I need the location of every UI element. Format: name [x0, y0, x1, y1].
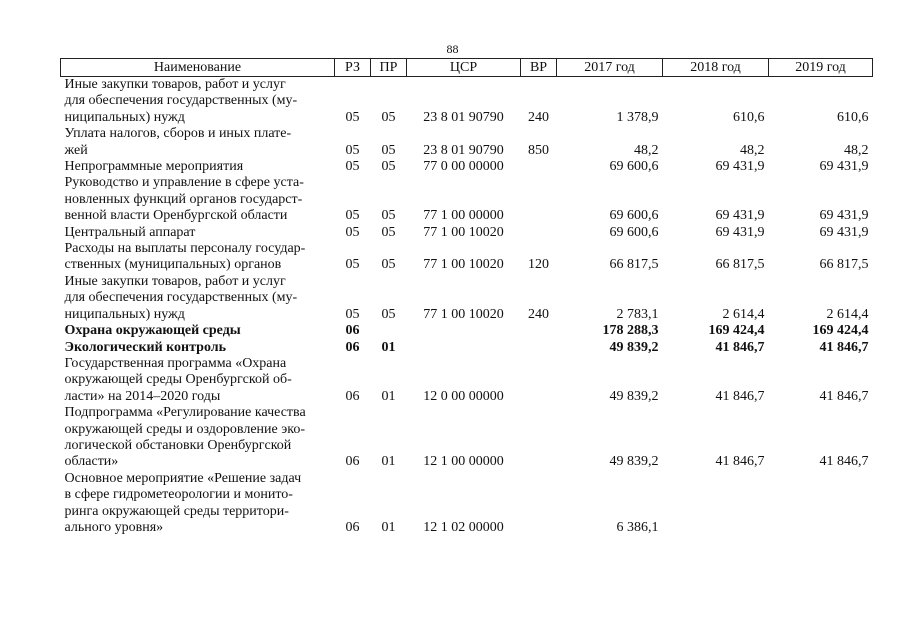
cell-2019: 41 846,7 [819, 339, 869, 355]
cell-rz: 05 [345, 224, 360, 240]
cell-pr: 05 [381, 257, 396, 273]
cell-name [61, 225, 335, 241]
header-name: Наименование [61, 59, 335, 77]
table-row [61, 356, 873, 405]
cell-2019: 69 431,9 [819, 224, 869, 240]
cell-2018: 69 431,9 [715, 224, 765, 240]
table-row [61, 175, 873, 224]
cell-vr [521, 175, 557, 224]
cell-2017: 49 839,2 [609, 454, 659, 470]
name-line: жей [64, 142, 88, 158]
table-row [61, 323, 873, 339]
cell-name [61, 405, 335, 471]
cell-csr: 77 1 00 00000 [423, 208, 504, 224]
cell-2018: 69 431,9 [715, 208, 765, 224]
table-row [61, 241, 873, 274]
cell-2017: 48,2 [634, 142, 659, 158]
header-pr: ПР [371, 59, 407, 77]
cell-2018: 69 431,9 [715, 159, 765, 175]
name-line: Непрограммные мероприятия [64, 159, 244, 175]
table-row [61, 225, 873, 241]
name-line: логической обстановки Оренбургской [64, 437, 292, 453]
name-line: новленных функций органов государст- [64, 191, 303, 207]
name-line: ственных (муниципальных) органов [64, 257, 282, 273]
name-line: Центральный аппарат [64, 224, 196, 240]
name-line: для обеспечения государственных (му- [64, 93, 298, 109]
cell-name [61, 77, 335, 127]
cell-vr [521, 225, 557, 241]
cell-rz: 06 [345, 323, 360, 339]
name-line: для обеспечения государственных (му- [64, 290, 298, 306]
cell-name [61, 159, 335, 175]
cell-csr: 77 1 00 10020 [423, 257, 504, 273]
cell-2017: 69 600,6 [609, 208, 659, 224]
cell-2018: 169 424,4 [708, 323, 765, 339]
cell-name [61, 323, 335, 339]
cell-csr: 77 1 00 10020 [423, 224, 504, 240]
table-row [61, 405, 873, 471]
cell-vr [521, 323, 557, 339]
cell-name [61, 241, 335, 274]
cell-csr [407, 323, 521, 339]
cell-rz: 05 [345, 109, 360, 125]
cell-vr [521, 356, 557, 405]
cell-2017: 178 288,3 [602, 323, 659, 339]
table-body [61, 77, 873, 537]
cell-2018: 41 846,7 [715, 388, 765, 404]
header-2018: 2018 год [663, 59, 769, 77]
cell-2017: 1 378,9 [616, 109, 659, 125]
cell-2018: 48,2 [740, 142, 765, 158]
cell-2017: 66 817,5 [609, 257, 659, 273]
cell-pr: 05 [381, 208, 396, 224]
table-row [61, 126, 873, 159]
budget-table [60, 58, 873, 536]
cell-rz: 05 [345, 306, 360, 322]
table-row [61, 471, 873, 537]
cell-2017: 49 839,2 [609, 339, 659, 355]
cell-vr [521, 405, 557, 471]
cell-rz: 06 [345, 454, 360, 470]
cell-vr [521, 471, 557, 537]
cell-pr: 05 [381, 306, 396, 322]
cell-csr: 23 8 01 90790 [423, 109, 504, 125]
table-row [61, 159, 873, 175]
name-line: ального уровня» [64, 519, 164, 535]
cell-rz: 05 [345, 208, 360, 224]
name-line: окружающей среды Оренбургской об- [64, 372, 292, 388]
cell-csr: 12 1 02 00000 [423, 519, 504, 535]
cell-pr: 01 [381, 388, 396, 404]
cell-pr: 01 [381, 454, 396, 470]
cell-2019: 169 424,4 [812, 323, 869, 339]
table-row [61, 77, 873, 127]
table-row [61, 274, 873, 323]
cell-rz: 05 [345, 159, 360, 175]
name-line: Подпрограмма «Регулирование качества [64, 405, 306, 421]
name-line: Основное мероприятие «Решение задач [64, 470, 302, 486]
cell-rz: 05 [345, 257, 360, 273]
cell-2019: 69 431,9 [819, 208, 869, 224]
page-number: 88 [446, 42, 459, 56]
cell-pr: 05 [381, 159, 396, 175]
cell-pr [371, 323, 407, 339]
cell-2017: 69 600,6 [609, 159, 659, 175]
name-line: ниципальных) нужд [64, 306, 185, 322]
name-line: ринга окружающей среды территори- [64, 503, 289, 519]
cell-vr [521, 340, 557, 356]
name-line: Государственная программа «Охрана [64, 355, 287, 371]
cell-name [61, 126, 335, 159]
cell-csr: 12 0 00 00000 [423, 388, 504, 404]
cell-rz: 06 [345, 388, 360, 404]
name-line: Охрана окружающей среды [64, 323, 241, 339]
cell-2019: 2 614,4 [826, 306, 869, 322]
cell-2018: 66 817,5 [715, 257, 765, 273]
cell-2019: 41 846,7 [819, 388, 869, 404]
cell-2019: 610,6 [837, 109, 869, 125]
name-line: в сфере гидрометеорологии и монито- [64, 487, 293, 503]
cell-2018: 2 614,4 [722, 306, 765, 322]
cell-pr: 01 [381, 339, 396, 355]
cell-pr: 01 [381, 519, 396, 535]
cell-2018: 41 846,7 [715, 339, 765, 355]
cell-2017: 69 600,6 [609, 224, 659, 240]
cell-name [61, 471, 335, 537]
cell-vr: 850 [528, 142, 549, 158]
name-line: Иные закупки товаров, работ и услуг [64, 77, 286, 92]
cell-name [61, 175, 335, 224]
cell-2019: 69 431,9 [819, 159, 869, 175]
name-line: Руководство и управление в сфере уста- [64, 175, 304, 191]
name-line: Уплата налогов, сборов и иных плате- [64, 126, 292, 142]
header-2019: 2019 год [769, 59, 873, 77]
name-line: области» [64, 454, 119, 470]
cell-pr: 05 [381, 109, 396, 125]
cell-csr: 12 1 00 00000 [423, 454, 504, 470]
cell-csr: 23 8 01 90790 [423, 142, 504, 158]
cell-vr [521, 159, 557, 175]
cell-2017: 49 839,2 [609, 388, 659, 404]
name-line: венной власти Оренбургской области [64, 208, 288, 224]
header-rz: РЗ [335, 59, 371, 77]
name-line: Иные закупки товаров, работ и услуг [64, 273, 286, 289]
cell-2017: 6 386,1 [616, 519, 659, 535]
cell-csr: 77 0 00 00000 [423, 159, 504, 175]
name-line: Расходы на выплаты персоналу государ- [64, 241, 306, 257]
cell-rz: 06 [345, 339, 360, 355]
name-line: Экологический контроль [64, 339, 227, 355]
cell-name [61, 340, 335, 356]
name-line: окружающей среды и оздоровление эко- [64, 421, 306, 437]
header-csr: ЦСР [407, 59, 521, 77]
name-line: ласти» на 2014–2020 годы [64, 388, 221, 404]
name-line: ниципальных) нужд [64, 109, 185, 125]
cell-pr: 05 [381, 224, 396, 240]
header-2017: 2017 год [557, 59, 663, 77]
cell-vr: 240 [528, 109, 549, 125]
cell-rz: 06 [345, 519, 360, 535]
cell-csr: 77 1 00 10020 [423, 306, 504, 322]
cell-2019: 41 846,7 [819, 454, 869, 470]
cell-pr: 05 [381, 142, 396, 158]
table-header-row [61, 59, 873, 77]
cell-2018: 610,6 [733, 109, 765, 125]
cell-2019: 66 817,5 [819, 257, 869, 273]
cell-name [61, 274, 335, 323]
cell-rz: 05 [345, 142, 360, 158]
cell-vr: 240 [528, 306, 549, 322]
table-row [61, 340, 873, 356]
cell-2019: 48,2 [844, 142, 869, 158]
header-vr: ВР [521, 59, 557, 77]
cell-name [61, 356, 335, 405]
cell-vr: 120 [528, 257, 549, 273]
cell-2019 [769, 471, 873, 537]
cell-csr [407, 340, 521, 356]
cell-2018 [663, 471, 769, 537]
cell-2017: 2 783,1 [616, 306, 659, 322]
cell-2018: 41 846,7 [715, 454, 765, 470]
